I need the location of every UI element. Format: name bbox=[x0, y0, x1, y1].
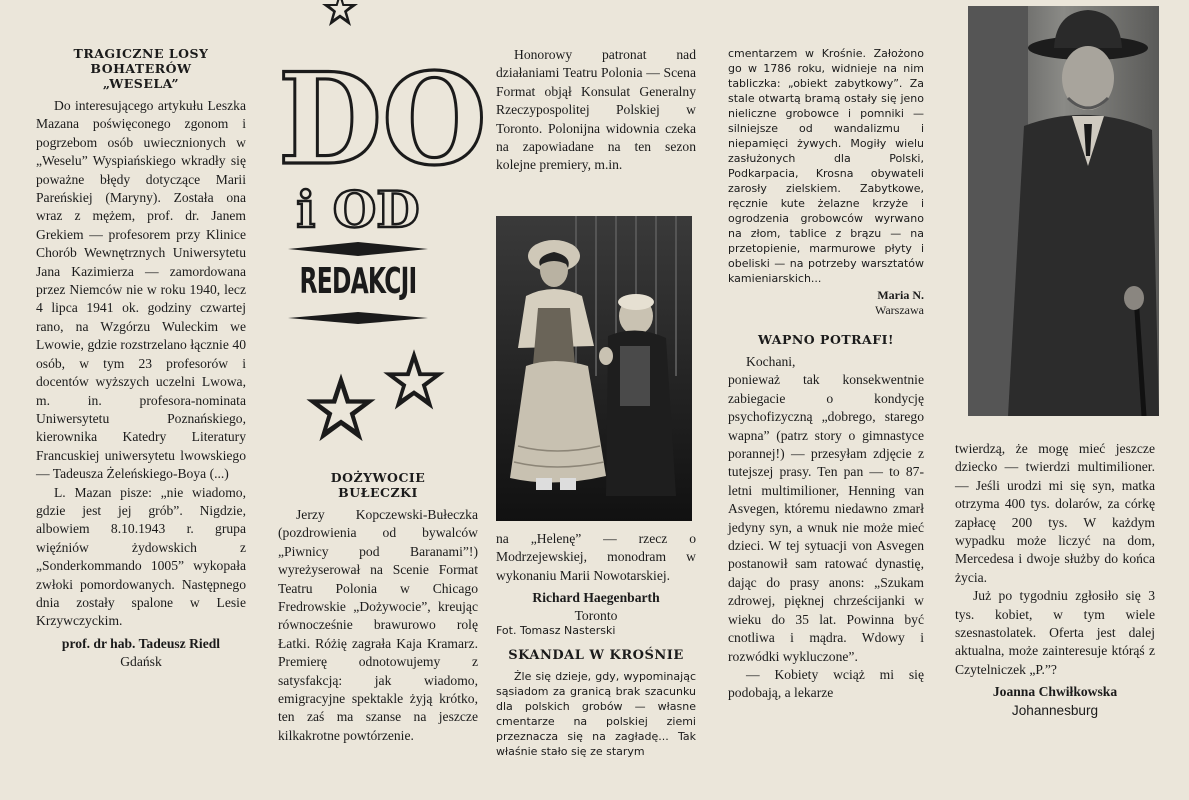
article-continued bbox=[496, 46, 696, 175]
masthead-i-od: i OD bbox=[296, 180, 420, 239]
star-icon bbox=[322, 0, 358, 26]
star-icon bbox=[304, 372, 378, 444]
article-tragiczne-losy bbox=[36, 46, 246, 672]
author-place: Warszawa bbox=[874, 303, 924, 317]
author-name: Richard Haegenbarth bbox=[532, 590, 660, 606]
article-heading: WAPNO POTRAFI! bbox=[758, 332, 894, 347]
photo-credit: Fot. Tomasz Nasterski bbox=[496, 623, 616, 637]
author-name: Maria N. bbox=[877, 288, 924, 302]
article-paragraph: L. Mazan pisze: „nie wiadomo, gdzie jest jej grób”. Nigdzie, albowiem 8.10.1943 r. grupa więźniów żydowskich z „Sonderkommando 1005” wykopała zwłoki pomordowanych. Następnego dnia zostały spalone w Lesie Krzywczyckim. bbox=[36, 484, 246, 629]
article-paragraph: twierdzą, że mogę mieć jeszcze dziecko — twierdzi multimilioner. — Jeśli urodzi mi się syn, matka otrzyma 400 tys. dolarów, za córkę zapłacę 200 tys. W każdym wypadku może liczyć na dom, Mercedesa i dwoje służby do końca życia. bbox=[955, 441, 1155, 585]
article-paragraph: Honorowy patronat nad działaniami Teatru Polonia — Scena Format objął Konsulat Generalny Rzeczypospolitej Polskiej w Toronto. Polonijna widownia czeka na zapowiadane na ten sezon kolejne premiery, m.in. bbox=[496, 47, 696, 173]
photo-old-man bbox=[968, 6, 1159, 416]
article-heading: SKANDAL W KROŚNIE bbox=[508, 648, 684, 664]
article-dozywocie bbox=[278, 470, 478, 745]
article-continued bbox=[496, 530, 696, 759]
star-icon bbox=[382, 348, 446, 412]
masthead-do: DO bbox=[278, 45, 487, 194]
article-paragraph: Żle się dzieje, gdy, wypominając sąsiadom za granicą brak szacunku dla polskich grobów — własne cmentarze na polskiej ziemi przeznacza się na zagładę... Tak właśnie stało się ze starym bbox=[496, 670, 696, 759]
article-krosno-continued bbox=[728, 46, 924, 703]
author-place: Johannesburg bbox=[1011, 702, 1099, 718]
article-paragraph: Jerzy Kopczewski-Bułeczka (pozdrowienia od bywalców „Piwnicy pod Baranami”!) wyreżyserował na Scenie Format Teatru Polonia w Chicago Fredrowskie „Dożywocie”, kreując równocześnie brawurowo rolę Łatki. Różię zagrała Kaja Kramarz. Premierę odnotowujemy z satysfakcją: jak wiadomo, emigracyjne spektakle żyją krótko, ten zaś ma szanse na jeszcze kilkakrotne powtórzenie. bbox=[278, 507, 478, 743]
ornament-diamond bbox=[288, 312, 428, 324]
section-masthead bbox=[278, 45, 487, 320]
article-paragraph: Już po tygodniu zgłosiło się 3 tys. kobiet, w tym wiele szesnastolatek. Oferta jest dalej aktualna, może zainteresuje którąś z Czytelniczek „P.”? bbox=[955, 588, 1155, 677]
ornament-diamond bbox=[288, 242, 428, 256]
article-paragraph: cmentarzem w Krośnie. Założono go w 1786 roku, widnieje na nim tabliczka: „obiekt zabytkowy”. Za stale otwartą bramą ostały się jeno nieliczne grobowce i pomniki — silniejsze od wandalizmu i niepamięci żywych. Mogiły wielu zasłużonych dla Polski, Podkarpacia, Krosna obywateli zarosły zielskiem. Zabytkowe, ręcznie kute żelazne krzyże i ogrodzenia grobowców wyrwano na złom, tablice z brązu — na przetopienie, marmurowe płyty i obeliski — na potrzeby warsztatów kamieniarskich... bbox=[728, 47, 924, 285]
author-name: Joanna Chwiłkowska bbox=[992, 684, 1118, 700]
masthead-redakcji: REDAKCJI bbox=[299, 260, 417, 303]
author-place: Toronto bbox=[574, 607, 618, 623]
article-paragraph: Do interesującego artykułu Leszka Mazana poświęconego zgonom i pogrzebom osób uwiecznionych w „Weselu” Wyspiańskiego wkradły się poważne błędy dotyczące Marii Pareńskiej (Maryny). Została ona wraz z mężem, prof. dr. Janem Grekiem — profesorem przy Klinice Chorób Wewnętrznych Uniwersytetu Jana Kazimierza — zamordowana przez Niemców nie w roku 1940, lecz 4 lipca 1941 ok. godziny czwartej rano, na Wzgórzu Wuleckim we Lwowie, gdzie rozstrzelano łącznie 40 osób, w tym 23 profesorów i docentów wyższych uczelni Lwowa, m. in. profesora-nominata Uniwersytetu Poznańskiego, kierownika Katedry Literatury Francuskiej uniwersytetu lwowskiego — Tadeusza Żeleńskiego-Boya (...) bbox=[36, 98, 246, 482]
author-name: prof. dr hab. Tadeusz Riedl bbox=[61, 635, 221, 651]
author-place: Gdańsk bbox=[120, 654, 162, 670]
article-paragraph: ponieważ tak konsekwentnie zabiegacie o kondycję psychofizyczną „dobrego, starego wapna” (patrz story o gimnastyce porannej!) — przesyłam zdjęcie z tutejszej prasy. Ten pan — to 87-letni multimilioner, Henning van Asvegen, któremu niedawno zmarł jedyny syn, a wnuk nie może mieć dzieci. W tej sytuacji von Asvegen postanowił sam ratować dynastię, dając do prasy anons: „Szukam zdrowej, pięknej chrześcijanki w wieku do 35 lat. Powinna być cnotliwa i mądra. Wdowy i rozwódki wykluczone”. bbox=[728, 372, 924, 664]
article-wapno-continued bbox=[955, 440, 1155, 720]
article-heading: DOŻYWOCIE BUŁECZKI bbox=[330, 470, 426, 500]
salutation: Kochani, bbox=[746, 354, 796, 369]
article-paragraph: na „Helenę” — rzecz o Modrzejewskiej, monodram w wykonaniu Marii Nowotarskiej. bbox=[496, 531, 696, 583]
photo-theatre-scene bbox=[496, 216, 692, 521]
article-heading: TRAGICZNE LOSY BOHATERÓW „WESELA” bbox=[73, 46, 209, 91]
article-paragraph: — Kobiety wciąż mi się podobają, a lekarze bbox=[728, 666, 924, 701]
